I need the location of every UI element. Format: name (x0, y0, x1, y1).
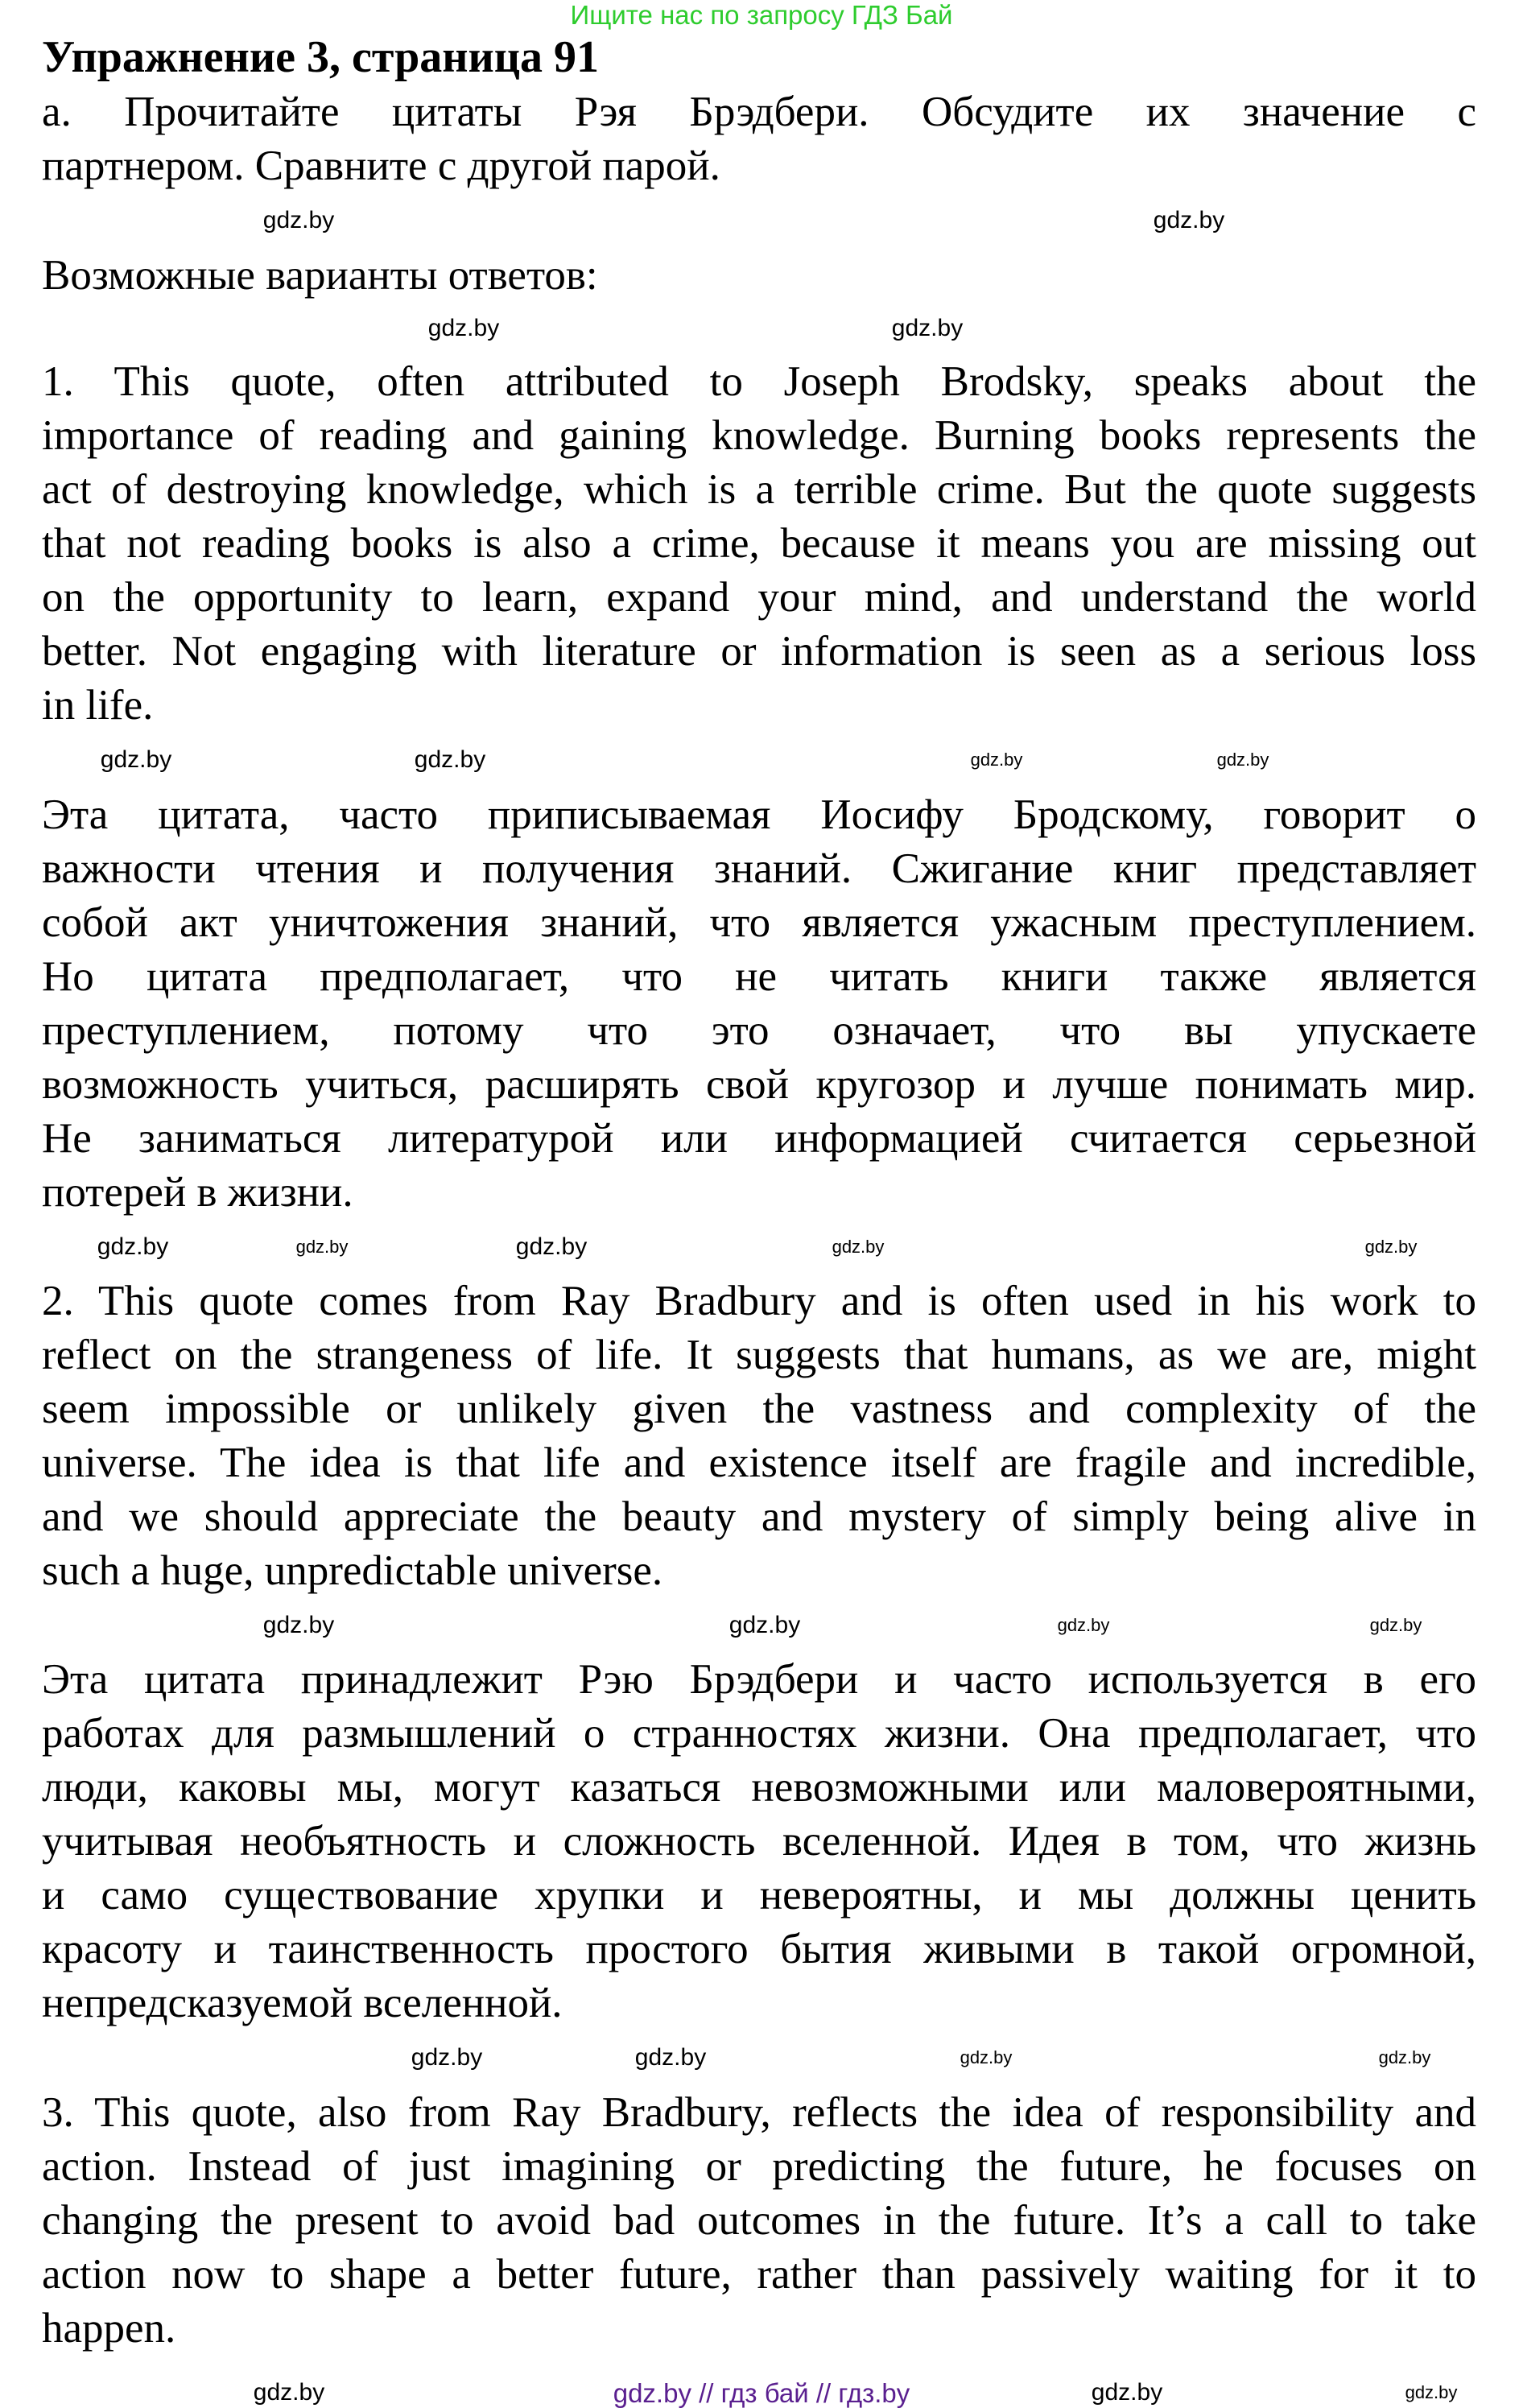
watermark: gdz.by (832, 1237, 885, 1257)
watermark: gdz.by (1378, 2047, 1431, 2067)
text-line: красоту и таинственность простого бытия живыми в такой огромной, (42, 1926, 1476, 1972)
watermark: gdz.by (411, 2044, 483, 2071)
watermark: gdz.by (427, 315, 500, 341)
text-line: Возможные варианты ответов: (42, 252, 598, 299)
text-line: непредсказуемой вселенной. (42, 1980, 563, 2026)
answer-3-english (42, 2086, 1476, 2356)
text-line: 2. This quote comes from Ray Bradbury and is often used in his work to (42, 1278, 1476, 1324)
text-line: action. Instead of just imagining or predicting the future, he focuses on (42, 2143, 1476, 2190)
watermark: gdz.by (262, 207, 335, 233)
watermark: gdz.by (1216, 750, 1269, 770)
text-line: партнером. Сравните с другой парой. (42, 142, 720, 189)
watermark: gdz.by (295, 1237, 349, 1257)
watermark: gdz.by (253, 2379, 325, 2406)
watermark: gdz.by (97, 1233, 169, 1260)
text-line: changing the present to avoid bad outcomes in the future. It’s a call to take (42, 2197, 1476, 2244)
watermark: gdz.by (1153, 207, 1225, 233)
text-line: such a huge, unpredictable universe. (42, 1547, 663, 1594)
text-line: и само существование хрупки и невероятны, и мы должны ценить (42, 1872, 1476, 1919)
text-line: action now to shape a better future, rather than passively waiting for it to (42, 2251, 1476, 2298)
answers-heading (42, 249, 1476, 303)
text-line: universe. The idea is that life and existence itself are fragile and incredible, (42, 1439, 1476, 1486)
watermark: gdz.by (515, 1233, 588, 1260)
text-line: seem impossible or unlikely given the vastness and complexity of the (42, 1386, 1476, 1432)
text-line: собой акт уничтожения знаний, что является ужасным преступлением. (42, 899, 1476, 946)
watermark: gdz.by (414, 746, 486, 773)
text-line: and we should appreciate the beauty and mystery of simply being alive in (42, 1493, 1476, 1540)
text-line: Но цитата предполагает, что не читать книги также является (42, 953, 1476, 1000)
text-line: Эта цитата, часто приписываемая Иосифу Бродскому, говорит о (42, 791, 1476, 838)
text-line: act of destroying knowledge, which is a terrible crime. But the quote suggests (42, 466, 1476, 513)
text-line: важности чтения и получения знаний. Сжигание книг представляет (42, 845, 1476, 892)
text-line: работах для размышлений о странностях жизни. Она предполагает, что (42, 1710, 1476, 1757)
watermark: gdz.by (970, 750, 1023, 770)
text-line: better. Not engaging with literature or information is seen as a serious loss (42, 628, 1476, 675)
text-line: happen. (42, 2305, 176, 2352)
watermark: gdz.by (1405, 2382, 1458, 2402)
watermark: gdz.by (634, 2044, 707, 2071)
text-line: that not reading books is also a crime, because it means you are missing out (42, 520, 1476, 567)
answer-2-russian (42, 1653, 1476, 2030)
text-line: on the opportunity to learn, expand your mind, and understand the world (42, 574, 1476, 621)
text-line: потерей в жизни. (42, 1169, 353, 1216)
watermark: gdz.by (1091, 2379, 1163, 2406)
text-line: Не заниматься литературой или информацией считается серьезной (42, 1115, 1476, 1162)
text-line: Эта цитата принадлежит Рэю Брэдбери и часто используется в его (42, 1656, 1476, 1703)
watermark: gdz.by (262, 1612, 335, 1638)
watermark: gdz.by (960, 2047, 1013, 2067)
top-banner: Ищите нас по запросу ГДЗ Бай (570, 0, 953, 30)
watermark: gdz.by (1369, 1615, 1422, 1635)
text-line: а. Прочитайте цитаты Рэя Брэдбери. Обсудите их значение с (42, 89, 1476, 135)
text-line: importance of reading and gaining knowledge. Burning books represents the (42, 412, 1476, 459)
answer-2-english (42, 1274, 1476, 1598)
watermark: gdz.by (1057, 1615, 1110, 1635)
footer-links: gdz.by // гдз бай // гдз.by (613, 2378, 910, 2408)
watermark: gdz.by (891, 315, 964, 341)
watermark: gdz.by (1364, 1237, 1418, 1257)
answer-1-english (42, 355, 1476, 733)
text-line: люди, каковы мы, могут казаться невозможными или маловероятными, (42, 1764, 1476, 1811)
text-line: преступлением, потому что это означает, что вы упускаете (42, 1007, 1476, 1054)
answer-1-russian (42, 788, 1476, 1220)
text-line: reflect on the strangeness of life. It suggests that humans, as we are, might (42, 1332, 1476, 1378)
text-line: учитывая необъятность и сложность вселенной. Идея в том, что жизнь (42, 1818, 1476, 1865)
text-line: 1. This quote, often attributed to Joseph Brodsky, speaks about the (42, 358, 1476, 405)
task-paragraph (42, 85, 1476, 193)
page-title: Упражнение 3, страница 91 (42, 32, 600, 82)
watermark: gdz.by (100, 746, 172, 773)
watermark: gdz.by (728, 1612, 801, 1638)
text-line: 3. This quote, also from Ray Bradbury, reflects the idea of responsibility and (42, 2089, 1476, 2136)
text-line: in life. (42, 682, 154, 729)
text-line: возможность учиться, расширять свой кругозор и лучше понимать мир. (42, 1061, 1476, 1108)
